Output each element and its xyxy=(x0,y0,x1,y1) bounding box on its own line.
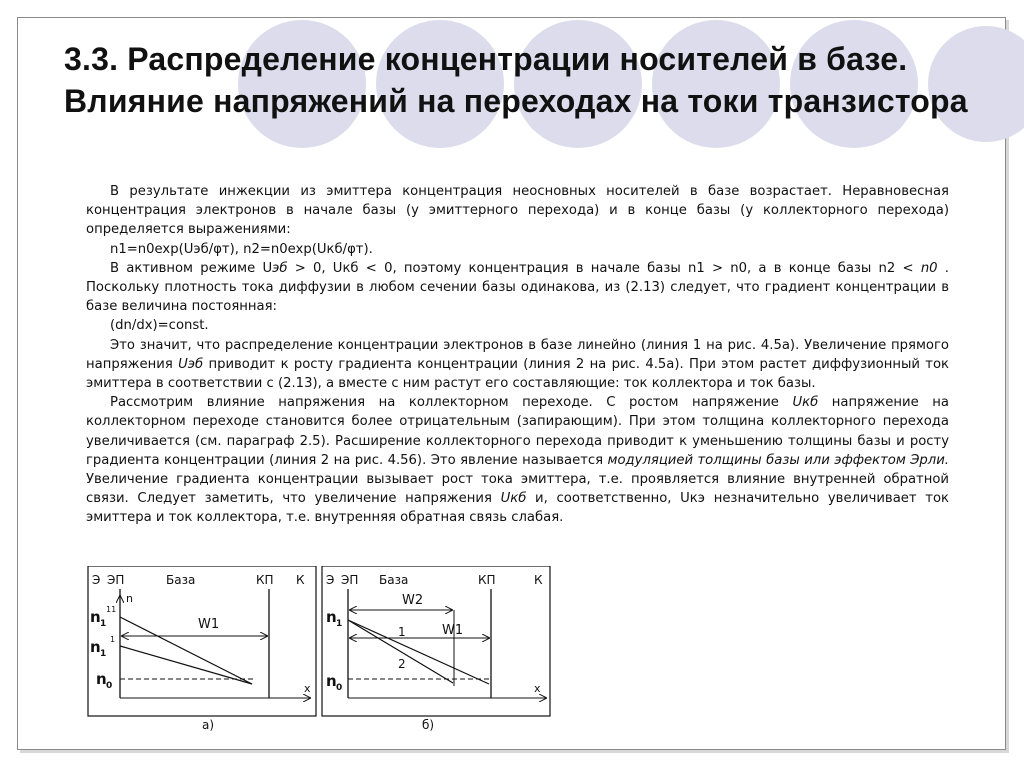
paragraph-injection: В результате инжекции из эмиттера концентрация неосновных носителей в базе возрастает. Неравновесная концентрация электронов в начале базы (у эмиттерного перехода) и в конце базы (у коллекторного перехода) определяется выражениями: xyxy=(86,184,949,238)
svg-text:0: 0 xyxy=(106,681,113,691)
panel-a-label-kp: КП xyxy=(256,573,274,587)
paragraph-early-effect: Рассмотрим влияние напряжения на коллекторном переходе. С ростом напряжение Uкб напряжение на коллекторном переходе становится более отрицательным (запирающим). При этом толщина коллекторного перехода увеличивается (см. параграф 2.5). Расширение коллекторного перехода приводит к уменьшению толщины базы и росту градиента концентрации (линия 2 на рис. 4.56). Это явление называется модуляцией толщины базы или эффектом Эрли. Увеличение градиента концентрации вызывает рост тока эмиттера, т.е. проявляется влияние внутренней обратной связи. Следует заметить, что увеличение напряжения Uкб и, соответственно, Uкэ незначительно увеличивает ток эмиттера и ток коллектора, т.е. внутренняя обратная связь слабая. xyxy=(86,395,949,526)
panel-b-line-1 xyxy=(348,620,489,684)
svg-text:n: n xyxy=(326,672,337,690)
panel-b-label-k: К xyxy=(534,573,543,587)
panel-b-label-ep: ЭП xyxy=(341,573,359,587)
svg-text:n: n xyxy=(96,670,107,688)
slide-body-text xyxy=(86,182,949,528)
panel-a-label-k: К xyxy=(296,573,305,587)
svg-text:0: 0 xyxy=(336,683,343,693)
panel-b-label-e: Э xyxy=(326,573,335,587)
panel-a-label-e: Э xyxy=(92,573,101,587)
panel-a-line-1 xyxy=(120,646,252,684)
panel-a-w1-label: W1 xyxy=(198,617,220,632)
panel-b-n1-label xyxy=(326,608,342,629)
panel-b-w2-label: W2 xyxy=(402,593,424,608)
panel-a-label-base: База xyxy=(166,573,196,587)
panel-b-caption: б) xyxy=(422,718,435,732)
svg-text:1: 1 xyxy=(336,619,343,629)
panel-a-label-ep: ЭП xyxy=(107,573,125,587)
svg-text:1: 1 xyxy=(100,619,107,629)
panel-a-n0-label xyxy=(96,670,112,691)
svg-text:11: 11 xyxy=(106,605,117,614)
panel-b-label-kp: КП xyxy=(478,573,496,587)
panel-a-n1-2-label xyxy=(90,605,116,629)
paragraph-active-mode: В активном режиме Uэб > 0, Uкб < 0, поэтому концентрация в начале базы n1 > n0, а в конце базы n2 < n0 . Поскольку плотность тока диффузии в любом сечении базы одинакова, из (2.13) следует, что градиент концентрации в базе величина постоянная: xyxy=(86,260,950,315)
svg-text:1: 1 xyxy=(100,649,107,659)
panel-a-n1-1-label xyxy=(90,635,115,659)
panel-a-caption: а) xyxy=(202,718,215,732)
panel-b-n0-label xyxy=(326,672,342,693)
svg-text:1: 1 xyxy=(110,635,116,644)
panel-b-line-2-label: 2 xyxy=(398,657,406,671)
panel-b-line-1-label: 1 xyxy=(398,625,406,639)
svg-text:n: n xyxy=(90,608,101,626)
equation-concentrations: n1=n0exp(Uэб/φт), n2=n0exp(Uкб/φт). xyxy=(110,241,373,257)
figure-panel-a xyxy=(88,566,316,732)
figure-panel-b xyxy=(322,566,550,732)
panel-b-w1-label: W1 xyxy=(442,623,464,638)
panel-b-x-label: x xyxy=(534,682,541,695)
panel-a-n-axis-label: n xyxy=(126,592,133,605)
svg-text:n: n xyxy=(326,608,337,626)
figure-4-5 xyxy=(86,566,556,742)
panel-a-line-2 xyxy=(120,617,252,684)
panel-b-border xyxy=(322,566,550,716)
slide-title: 3.3. Распределение концентрации носителей в базе. Влияние напряжений на переходах на токи транзистора xyxy=(64,41,968,119)
panel-a-x-label: x xyxy=(304,682,311,695)
equation-gradient: (dn/dx)=const. xyxy=(110,318,209,334)
svg-text:n: n xyxy=(90,638,101,656)
panel-a-border xyxy=(88,566,316,716)
panel-b-label-base: База xyxy=(379,573,409,587)
paragraph-linear-distribution: Это значит, что распределение концентрации электронов в базе линейно (линия 1 на рис. 4.5а). Увеличение прямого напряжения Uэб приводит к росту градиента концентрации (линия 2 на рис. 4.5а). При этом растет диффузионный ток эмиттера в соответствии с (2.13), а вместе с ним растут его составляющие: ток коллектора и ток базы. xyxy=(86,337,949,392)
